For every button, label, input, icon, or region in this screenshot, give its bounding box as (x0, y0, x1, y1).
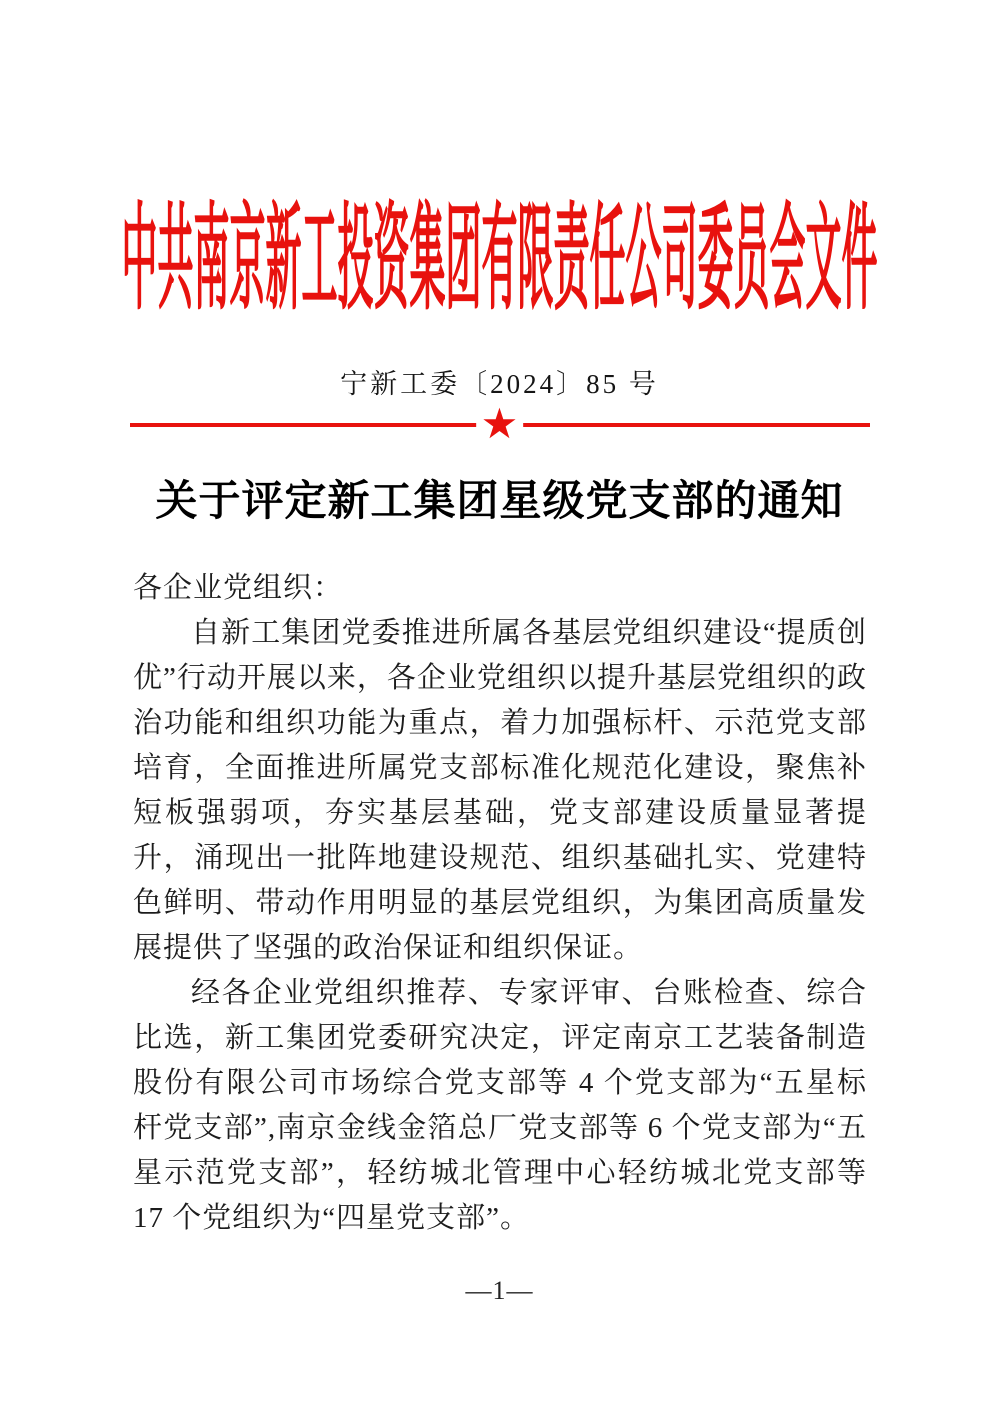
body-paragraph-1: 自新工集团党委推进所属各基层党组织建设“提质创优”行动开展以来，各企业党组织以提升基层党组织的政治功能和组织功能为重点，着力加强标杆、示范党支部培育，全面推进所属党支部标准化规范化建设，聚焦补短板强弱项，夯实基层基础，党支部建设质量显著提升，涌现出一批阵地建设规范、组织基础扎实、党建特色鲜明、带动作用明显的基层党组织，为集团高质量发展提供了坚强的政治保证和组织保证。 (133, 617, 867, 964)
document-number: 宁新工委〔2024〕85 号 (340, 369, 659, 399)
body-paragraph-2: 经各企业党组织推荐、专家评审、台账检查、综合比选，新工集团党委研究决定，评定南京工艺装备制造股份有限公司市场综合党支部等 4 个党支部为“五星标杆党支部”,南京金线金箔总厂党支部等 6 个党支部为“五星示范党支部”，轻纺城北管理中心轻纺城北党支部等 17 个党组织为“四星党支部”。 (133, 977, 867, 1234)
page-number: —1— (465, 1276, 534, 1305)
red-header-title: 中共南京新工投资集团有限责任公司委员会文件 (121, 195, 878, 324)
star-icon: ★ (480, 399, 519, 448)
document-body (133, 566, 867, 1241)
star-divider (476, 400, 524, 448)
document-title: 关于评定新工集团星级党支部的通知 (155, 479, 844, 525)
salutation-line: 各企业党组织： (133, 572, 344, 604)
